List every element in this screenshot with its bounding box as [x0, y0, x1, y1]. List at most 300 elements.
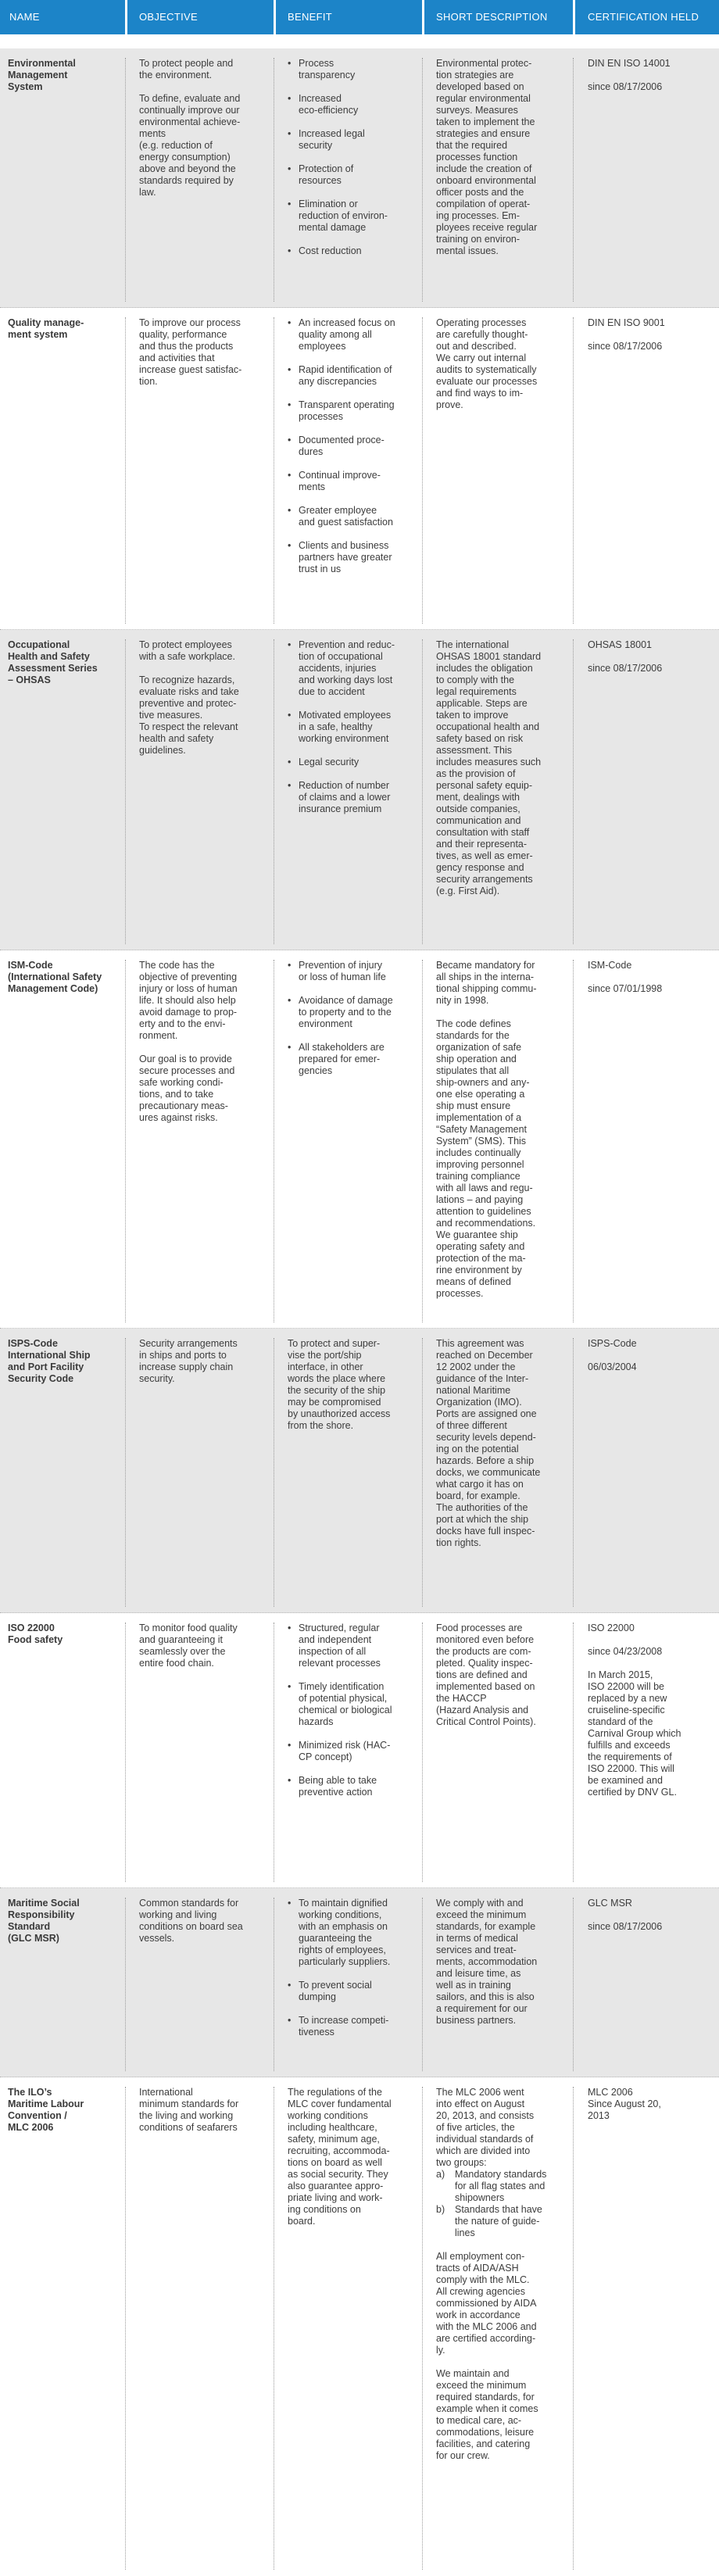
text-line: 12 2002 under the [436, 1361, 516, 1372]
text-line: 06/03/2004 [588, 1361, 637, 1372]
text-line: for our crew. [436, 2450, 490, 2461]
text-line: stipulates that all [436, 1065, 510, 1076]
table-header [0, 0, 719, 34]
benefit-cell [288, 639, 424, 827]
text-line: ISO 22000 [8, 1623, 55, 1633]
bullet-icon: • [288, 199, 292, 209]
description-cell [436, 1338, 577, 1561]
text-line: To recognize hazards, [139, 674, 235, 685]
header-divider [422, 0, 424, 34]
standard-name [8, 1338, 121, 1385]
text-line: vessels. [139, 1933, 175, 1944]
text-line: Since August 20, [588, 2098, 661, 2109]
text-line: security [299, 140, 333, 151]
text-line: Management Code) [8, 983, 98, 994]
text-line: compilation of operat- [436, 199, 531, 209]
text-line: exceed the minimum [436, 2380, 527, 2391]
text-line: tions on board as well [288, 2157, 382, 2168]
text-line: (Hazard Analysis and [436, 1705, 529, 1716]
benefit-item [288, 2015, 424, 2038]
text-line: Rapid identification of [299, 364, 392, 375]
text-line: We comply with and [436, 1898, 524, 1909]
table-row [0, 1888, 719, 2077]
text-line: This agreement was [436, 1338, 524, 1349]
text-line: and working days lost [299, 674, 393, 685]
list-marker: b) [436, 2204, 445, 2215]
text-line: inspection of all [299, 1646, 367, 1657]
text-line: We maintain and [436, 2368, 510, 2379]
text-line: (e.g. First Aid). [436, 886, 500, 896]
text-line: seamlessly over the [139, 1646, 226, 1657]
text-line: with all laws and regu- [436, 1182, 533, 1193]
text-line: DIN EN ISO 14001 [588, 58, 671, 69]
description-cell [436, 1898, 577, 2038]
text-line: ments [299, 481, 326, 492]
text-line: Greater employee [299, 505, 377, 516]
text-line: All employment con- [436, 2251, 525, 2262]
text-line: Organization (IMO). [436, 1397, 522, 1408]
text-line: and independent [299, 1634, 372, 1645]
text-line: To protect people and [139, 58, 234, 69]
text-line: docks, we communicate [436, 1467, 541, 1478]
text-line: organization of safe [436, 1042, 522, 1053]
text-line: the living and working [139, 2110, 234, 2121]
text-line: The code defines [436, 1018, 511, 1029]
certification-text [588, 2087, 713, 2122]
text-line: ISO 22000. This will [588, 1763, 674, 1774]
text-line: including healthcare, [288, 2122, 377, 2133]
text-line: are certified according- [436, 2333, 536, 2344]
bullet-icon: • [288, 1042, 292, 1053]
text-line: quality, performance [139, 329, 227, 340]
text-line: International [139, 2087, 193, 2098]
text-line: Responsibility [8, 1909, 75, 1920]
text-line: certified by DNV GL. [588, 1787, 677, 1798]
name-cell [8, 1338, 121, 1397]
text-line: conditions of seafarers [139, 2122, 238, 2133]
text-line: the products are com- [436, 1646, 531, 1657]
text-line: the security of the ship [288, 1385, 386, 1396]
text-line: ing conditions on [288, 2204, 361, 2215]
table-row [0, 630, 719, 950]
text-line: Standard [8, 1921, 51, 1932]
bullet-icon: • [288, 1740, 292, 1751]
bullet-icon: • [288, 540, 292, 551]
bullet-icon: • [288, 470, 292, 481]
text-line: Quality manage- [8, 317, 84, 328]
text-line: evaluate risks and take [139, 686, 239, 697]
bullet-icon: • [288, 1775, 292, 1786]
text-line: (International Safety [8, 971, 102, 982]
text-line: The ILO’s [8, 2087, 52, 2098]
text-line: also guarantee appro- [288, 2181, 384, 2191]
text-line: standards, for example [436, 1921, 536, 1932]
text-line: commodations, leisure [436, 2427, 535, 2438]
text-line: security. [139, 1373, 175, 1384]
text-line: The regulations of the [288, 2087, 382, 2098]
text-line: processes [299, 411, 343, 422]
text-line: that the required [436, 140, 508, 151]
text-line: particularly suppliers. [299, 1956, 391, 1967]
certification-text [588, 1669, 713, 1798]
bullet-icon: • [288, 1898, 292, 1909]
text-line: with an emphasis on [299, 1921, 388, 1932]
text-line: ployees receive regular [436, 222, 538, 233]
text-line: We carry out internal [436, 352, 527, 363]
text-line: in ships and ports to [139, 1350, 227, 1361]
benefit-item [288, 1623, 424, 1669]
table-row [0, 1613, 719, 1888]
text-line: ISPS-Code [588, 1338, 637, 1349]
text-line: eco-efficiency [299, 105, 359, 116]
text-line: All stakeholders are [299, 1042, 385, 1053]
header-divider [573, 0, 575, 34]
text-line: taken to improve [436, 710, 509, 721]
text-line: avoid damage to prop- [139, 1007, 238, 1018]
list-marker: a) [436, 2169, 445, 2180]
text-line: Food processes are [436, 1623, 523, 1633]
text-line: injury or loss of human [139, 983, 238, 994]
certification-text [588, 1898, 713, 1909]
text-line: GLC MSR [588, 1898, 632, 1909]
text-line: required standards, for [436, 2392, 535, 2402]
text-line: safety, minimum age, [288, 2134, 380, 2145]
column-divider [125, 639, 126, 944]
text-line: CP concept) [299, 1751, 352, 1762]
text-line: gencies [299, 1065, 333, 1076]
benefit-cell [288, 58, 424, 269]
text-line: implementation of a [436, 1112, 522, 1123]
text-line: into effect on August [436, 2098, 525, 2109]
benefit-item [288, 399, 424, 423]
text-line: tions are defined and [436, 1669, 528, 1680]
standard-name [8, 639, 121, 686]
text-line: An increased focus on [299, 317, 395, 328]
text-line: mental issues. [436, 245, 499, 256]
text-line: docks have full inspec- [436, 1526, 535, 1537]
text-line: Environmental protec- [436, 58, 532, 69]
text-line: exceed the minimum [436, 1909, 527, 1920]
text-line: Increased legal [299, 128, 365, 139]
text-line: DIN EN ISO 9001 [588, 317, 665, 328]
benefit-list [288, 960, 424, 1077]
text-line: tion. [139, 376, 158, 387]
text-line: from the shore. [288, 1420, 354, 1431]
text-line: entire food chain. [139, 1658, 214, 1669]
text-line: communication and [436, 815, 521, 826]
benefit-item [288, 505, 424, 528]
description-text [436, 639, 577, 897]
text-line: (e.g. reduction of [139, 140, 213, 151]
text-line: Environmental [8, 58, 76, 69]
description-cell [436, 58, 577, 269]
certification-text [588, 1338, 713, 1350]
text-line: guidance of the Inter- [436, 1373, 529, 1384]
text-line: erty and to the envi- [139, 1018, 226, 1029]
text-line: To protect and super- [288, 1338, 381, 1349]
text-line: Occupational [8, 639, 70, 650]
objective-cell [139, 960, 272, 1136]
text-line: processes. [436, 1288, 484, 1299]
text-line: To protect employees [139, 639, 232, 650]
text-line: may be compromised [288, 1397, 381, 1408]
text-line: ISPS-Code [8, 1338, 58, 1349]
description-text [436, 317, 577, 411]
text-line: Operating processes [436, 317, 527, 328]
benefit-text [288, 1338, 424, 1432]
text-line: Carnival Group which [588, 1728, 681, 1739]
benefit-item [288, 1042, 424, 1077]
bullet-icon: • [288, 505, 292, 516]
text-line: all ships in the interna- [436, 971, 535, 982]
text-line: Health and Safety [8, 651, 90, 662]
text-line: Timely identification [299, 1681, 385, 1692]
text-line: MLC cover fundamental [288, 2098, 392, 2109]
objective-text [139, 1054, 272, 1124]
text-line: ISO 22000 will be [588, 1681, 664, 1692]
text-line: 2013 [588, 2110, 610, 2121]
standard-name [8, 58, 121, 93]
standard-name [8, 317, 121, 341]
text-line: energy consumption) [139, 152, 231, 163]
text-line: Protection of [299, 163, 354, 174]
text-line: In March 2015, [588, 1669, 653, 1680]
text-line: gency response and [436, 862, 524, 873]
text-line: protection of the ma- [436, 1253, 526, 1264]
text-line: services and treat- [436, 1945, 517, 1955]
text-line: Critical Control Points). [436, 1716, 536, 1727]
text-line: Avoidance of damage [299, 995, 393, 1006]
objective-cell [139, 2087, 272, 2145]
description-text [436, 2087, 577, 2169]
benefit-list [288, 317, 424, 575]
column-divider [125, 960, 126, 1322]
text-line: objective of preventing [139, 971, 238, 982]
text-line: relevant processes [299, 1658, 381, 1669]
text-line: Minimized risk (HAC- [299, 1740, 391, 1751]
benefit-item [288, 199, 424, 234]
text-line: Continual improve- [299, 470, 381, 481]
table-row [0, 48, 719, 308]
text-line: precautionary meas- [139, 1100, 228, 1111]
text-line: monitored even before [436, 1634, 535, 1645]
text-line: ship operation and [436, 1054, 517, 1064]
description-list-item [436, 2169, 577, 2204]
text-line: processes function [436, 152, 518, 163]
certification-text [588, 81, 713, 93]
certification-cell [588, 317, 713, 364]
text-line: and guaranteeing it [139, 1634, 224, 1645]
text-line: System” (SMS). This [436, 1136, 527, 1147]
text-line: Reduction of number [299, 780, 390, 791]
text-line: Increased [299, 93, 342, 104]
text-line: in a safe, healthy [299, 721, 373, 732]
text-line: ments, accommodation [436, 1956, 538, 1967]
text-line: and leisure time, as [436, 1968, 521, 1979]
text-line: in terms of medical [436, 1933, 518, 1944]
text-line: as the provision of [436, 768, 516, 779]
text-line: Documented proce- [299, 435, 385, 445]
bullet-icon: • [288, 757, 292, 767]
text-line: are carefully thought- [436, 329, 528, 340]
certification-text [588, 317, 713, 329]
text-line: OHSAS 18001 [588, 639, 652, 650]
text-line: includes the obligation [436, 663, 533, 674]
text-line: security levels depend- [436, 1432, 536, 1443]
text-line: Our goal is to provide [139, 1054, 232, 1064]
text-line: cruiseline-specific [588, 1705, 665, 1716]
text-line: OHSAS 18001 standard [436, 651, 542, 662]
column-divider [125, 2087, 126, 2570]
objective-text [139, 317, 272, 388]
text-line: Mandatory standards [455, 2169, 547, 2180]
certification-text [588, 960, 713, 971]
text-line: the HACCP [436, 1693, 487, 1704]
text-line: Ports are assigned one [436, 1408, 537, 1419]
text-line: be examined and [588, 1775, 663, 1786]
text-line: To prevent social [299, 1980, 372, 1991]
text-line: ment, dealings with [436, 792, 520, 803]
name-cell [8, 639, 121, 698]
text-line: hazards [299, 1716, 334, 1727]
text-line: Management [8, 70, 68, 80]
text-line: above and beyond the [139, 163, 236, 174]
text-line: and find ways to im- [436, 388, 524, 399]
text-line: shipowners [455, 2192, 505, 2203]
text-line: The MLC 2006 went [436, 2087, 524, 2098]
benefit-text [288, 2087, 424, 2227]
certification-text [588, 1646, 713, 1658]
text-line: recruiting, accommoda- [288, 2145, 390, 2156]
bullet-icon: • [288, 710, 292, 721]
text-line: interface, in other [288, 1361, 363, 1372]
benefit-item [288, 1898, 424, 1968]
description-cell [436, 639, 577, 909]
text-line: life. It should also help [139, 995, 236, 1006]
text-line: strategies and ensure [436, 128, 531, 139]
text-line: the nature of guide- [455, 2216, 540, 2227]
text-line: surveys. Measures [436, 105, 518, 116]
text-line: reached on December [436, 1350, 533, 1361]
text-line: for all flag states and [455, 2181, 546, 2191]
text-line: training on environ- [436, 234, 520, 245]
text-line: preventive action [299, 1787, 373, 1798]
text-line: dumping [299, 1991, 336, 2002]
column-divider [125, 58, 126, 302]
benefit-list [288, 639, 424, 815]
name-cell [8, 1623, 121, 1658]
text-line: outside companies, [436, 803, 520, 814]
text-line: lations – and paying [436, 1194, 524, 1205]
text-line: since 08/17/2006 [588, 341, 663, 352]
text-line: of five articles, the [436, 2122, 515, 2133]
benefit-item [288, 540, 424, 575]
bullet-icon: • [288, 2015, 292, 2026]
description-cell [436, 317, 577, 423]
text-line: Convention / [8, 2110, 67, 2121]
text-line: – OHSAS [8, 674, 51, 685]
text-line: To improve our process [139, 317, 241, 328]
text-line: the requirements of [588, 1751, 672, 1762]
text-line: The code has the [139, 960, 215, 971]
text-line: increase supply chain [139, 1361, 234, 1372]
certification-cell [588, 1623, 713, 1810]
text-line: tion of occupational [299, 651, 383, 662]
text-line: or loss of human life [299, 971, 386, 982]
text-line: working conditions, [299, 1909, 382, 1920]
certification-cell [588, 58, 713, 105]
text-line: ing on the potential [436, 1444, 519, 1454]
text-line: Motivated employees [299, 710, 392, 721]
text-line: includes continually [436, 1147, 521, 1158]
description-cell [436, 1623, 577, 1740]
text-line: tional shipping commu- [436, 983, 537, 994]
text-line: To monitor food quality [139, 1623, 238, 1633]
objective-text [139, 960, 272, 1042]
benefit-item [288, 245, 424, 257]
text-line: since 07/01/1998 [588, 983, 663, 994]
column-divider [125, 1338, 126, 1607]
text-line: attention to guidelines [436, 1206, 531, 1217]
objective-text [139, 1623, 272, 1669]
bullet-icon: • [288, 960, 292, 971]
text-line: secure processes and [139, 1065, 235, 1076]
text-line: occupational health and [436, 721, 540, 732]
text-line: Being able to take [299, 1775, 377, 1786]
description-list [436, 2169, 577, 2239]
text-line: since 08/17/2006 [588, 663, 663, 674]
description-text [436, 1623, 577, 1728]
text-line: employees [299, 341, 346, 352]
text-line: work in accordance [436, 2309, 520, 2320]
text-line: out and described. [436, 341, 517, 352]
text-line: law. [139, 187, 156, 198]
objective-text [139, 58, 272, 81]
objective-cell [139, 58, 272, 210]
text-line: sailors, and this is also [436, 1991, 535, 2002]
text-line: implemented based on [436, 1681, 535, 1692]
description-text [436, 1338, 577, 1549]
text-line: prove. [436, 399, 463, 410]
text-line: improving personnel [436, 1159, 524, 1170]
text-line: to comply with the [436, 674, 515, 685]
text-line: consultation with staff [436, 827, 530, 838]
text-line: reduction of environ- [299, 210, 388, 221]
name-cell [8, 317, 121, 352]
certification-cell [588, 960, 713, 1007]
text-line: example when it comes [436, 2403, 538, 2414]
text-line: as social security. They [288, 2169, 388, 2180]
certification-cell [588, 2087, 713, 2134]
text-line: Prevention and reduc- [299, 639, 395, 650]
bullet-icon: • [288, 399, 292, 410]
text-line: safe working condi- [139, 1077, 224, 1088]
description-text [436, 960, 577, 1007]
text-line: working and living [139, 1909, 217, 1920]
description-text [436, 1898, 577, 2027]
text-line: To maintain dignified [299, 1898, 388, 1909]
text-line: (GLC MSR) [8, 1933, 59, 1944]
name-cell [8, 58, 121, 105]
text-line: board, for example. [436, 1490, 520, 1501]
benefit-item [288, 364, 424, 388]
certification-text [588, 1921, 713, 1933]
text-line: and activities that [139, 352, 215, 363]
text-line: fulfills and exceeds [588, 1740, 671, 1751]
text-line: “Safety Management [436, 1124, 528, 1135]
column-divider [125, 317, 126, 624]
benefit-item [288, 128, 424, 152]
